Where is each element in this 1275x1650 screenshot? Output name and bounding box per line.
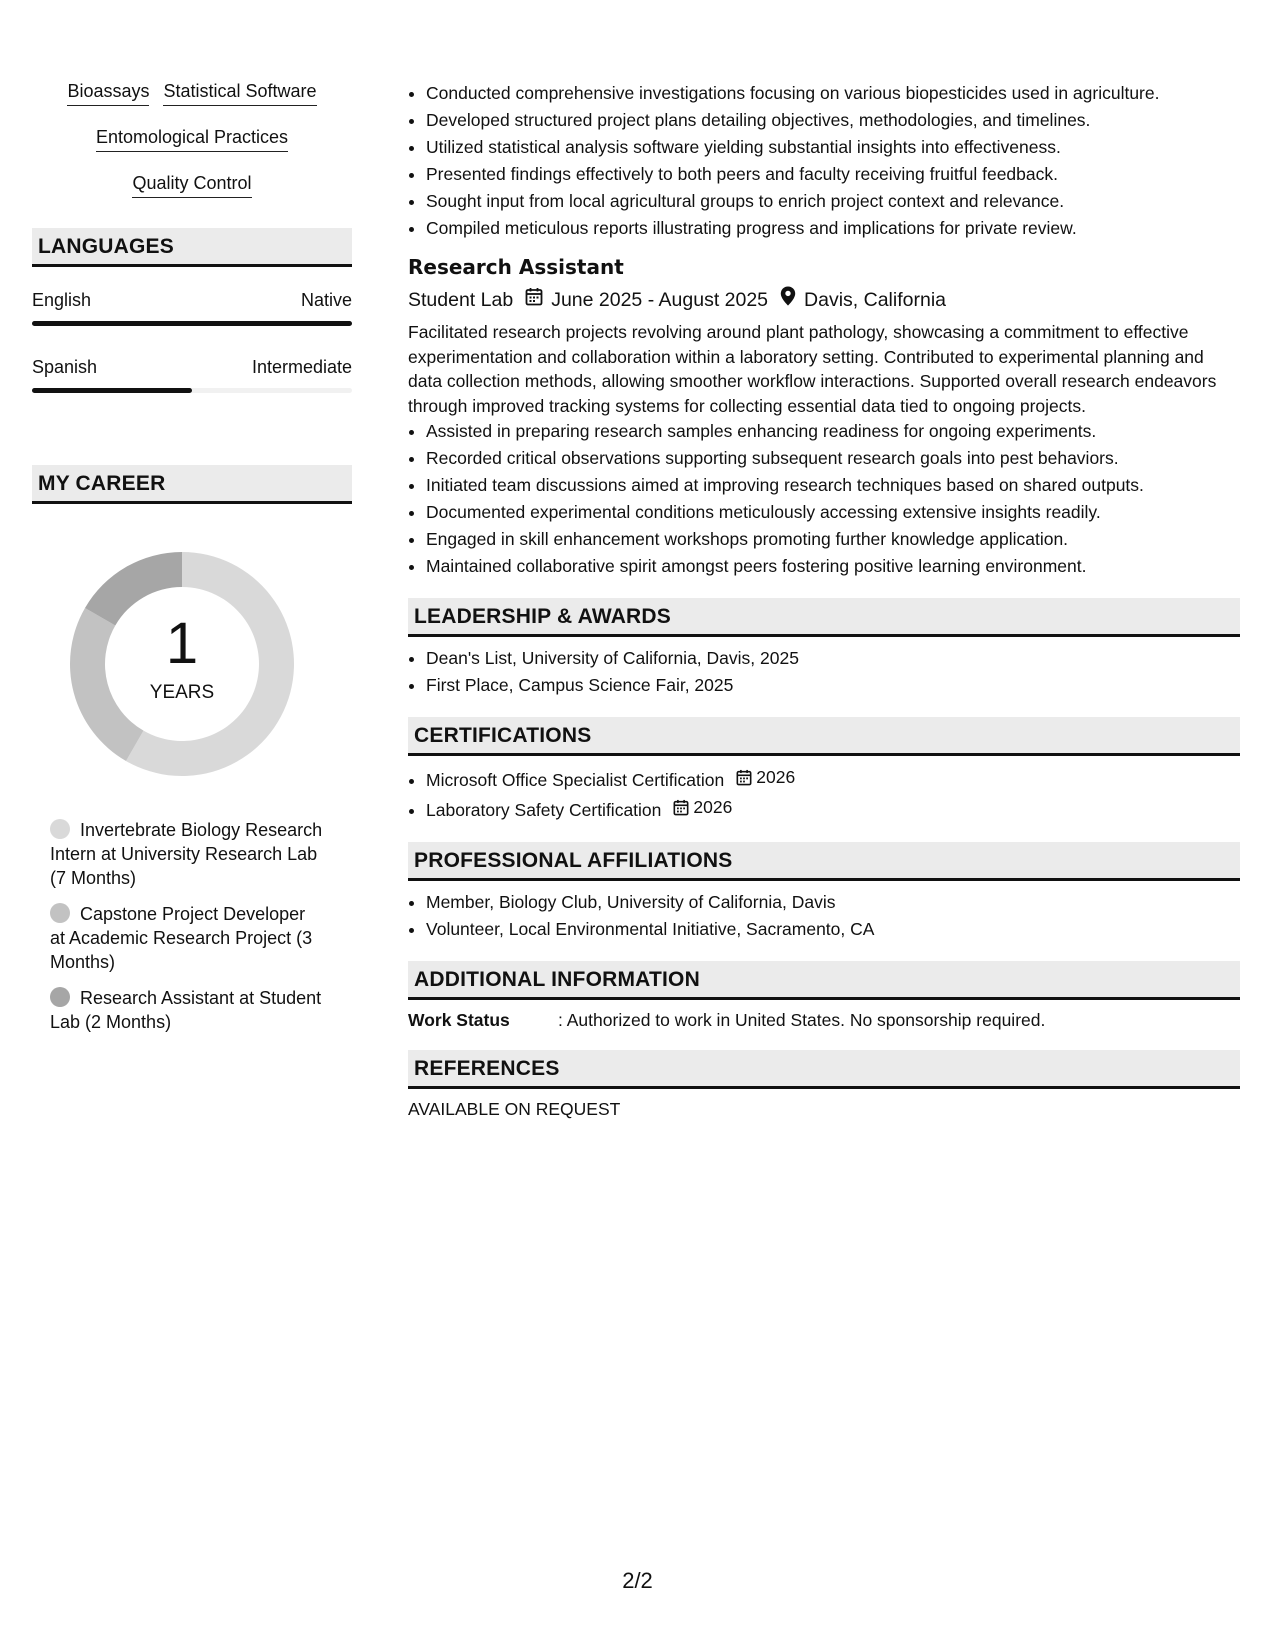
list-item: • Initiated team discussions aimed at improving research techniques based on shared outputs. — [426, 472, 1240, 499]
career-total-unit: YEARS — [149, 682, 215, 703]
skill-row — [32, 126, 352, 152]
job-location: Davis, California — [804, 288, 946, 311]
additional-info-section — [408, 961, 1240, 1032]
list-item: • Compiled meticulous reports illustrating progress and implications for private review. — [426, 215, 1240, 242]
certifications-heading: CERTIFICATIONS — [408, 717, 1240, 756]
list-item: • Volunteer, Local Environmental Initiative, Sacramento, CA — [426, 916, 1240, 943]
legend-label: Invertebrate Biology Research Intern at University Research Lab (7 Months) — [50, 820, 323, 888]
language-name: English — [32, 290, 92, 310]
list-item: • Assisted in preparing research samples enhancing readiness for ongoing experiments. — [426, 418, 1240, 445]
language-proficiency-bar — [32, 321, 352, 326]
list-item: • Recorded critical observations supporting subsequent research goals into pest behaviors. — [426, 445, 1240, 472]
list-item: • Sought input from local agricultural groups to enrich project context and relevance. — [426, 188, 1240, 215]
references-text: AVAILABLE ON REQUEST — [408, 1099, 621, 1119]
career-total-value: 1 — [165, 611, 199, 676]
list-item — [426, 764, 1240, 794]
cert-year: 2026 — [693, 797, 733, 817]
list-item: • Member, Biology Club, University of California, Davis — [426, 889, 1240, 916]
leadership-heading: LEADERSHIP & AWARDS — [408, 598, 1240, 637]
list-item: • Developed structured project plans detailing objectives, methodologies, and timelines. — [426, 107, 1240, 134]
references-heading: REFERENCES — [408, 1050, 1240, 1089]
skill-tag: Statistical Software — [163, 80, 316, 106]
calendar-icon — [525, 287, 543, 313]
right-column — [408, 80, 1240, 1120]
skill-tag: Bioassays — [67, 80, 149, 106]
language-proficiency-bar — [32, 388, 352, 393]
language-proficiency-fill — [32, 388, 192, 393]
language-name: Spanish — [32, 357, 98, 377]
affiliations-section — [408, 842, 1240, 943]
skill-row — [32, 172, 352, 198]
additional-info-heading: ADDITIONAL INFORMATION — [408, 961, 1240, 1000]
affiliations-heading: PROFESSIONAL AFFILIATIONS — [408, 842, 1240, 881]
legend-label: Capstone Project Developer at Academic Research Project (3 Months) — [50, 904, 313, 972]
page-number: 2/2 — [622, 1568, 653, 1593]
list-item — [426, 794, 1240, 824]
skills-list — [32, 80, 352, 198]
legend-dot — [50, 819, 70, 839]
certifications-section — [408, 717, 1240, 824]
job-meta — [408, 286, 1240, 313]
language-item — [32, 289, 352, 326]
list-item: • Dean's List, University of California, Davis, 2025 — [426, 645, 1240, 672]
list-item: • Presented findings effectively to both peers and faculty receiving fruitful feedback. — [426, 161, 1240, 188]
legend-dot — [50, 987, 70, 1007]
additional-info-key: Work Status — [408, 1010, 510, 1030]
job-description: Facilitated research projects revolving around plant pathology, showcasing a commitment to effective experimentation and collaboration within a laboratory setting. Contributed to experimental planning and data collection methods, allowing smoother workflow interactions. Supported overall research endeavors through improved tracking systems for collecting essential data tied to ongoing projects. — [408, 322, 1217, 416]
language-item — [32, 356, 352, 393]
additional-info-row — [408, 1008, 1240, 1032]
previous-job-bullets — [408, 80, 1240, 242]
list-item: • Maintained collaborative spirit amongst peers fostering positive learning environment. — [426, 553, 1240, 580]
left-column — [32, 80, 352, 1046]
cert-year: 2026 — [756, 767, 796, 787]
language-proficiency-fill — [32, 321, 352, 326]
cert-name: Laboratory Safety Certification — [426, 800, 662, 820]
legend-dot — [50, 903, 70, 923]
calendar-icon — [673, 799, 689, 816]
additional-info-value: : Authorized to work in United States. No sponsorship required. — [558, 1010, 1046, 1030]
legend-item — [50, 902, 325, 974]
job-title: Research Assistant — [408, 255, 624, 279]
job-bullets — [408, 418, 1240, 580]
leadership-section — [408, 598, 1240, 699]
career-legend — [50, 818, 325, 1034]
legend-item — [50, 818, 325, 890]
map-pin-icon — [780, 286, 796, 313]
list-item: • First Place, Campus Science Fair, 2025 — [426, 672, 1240, 699]
job-company: Student Lab — [408, 288, 514, 311]
list-item: • Engaged in skill enhancement workshops promoting further knowledge application. — [426, 526, 1240, 553]
job-dates: June 2025 - August 2025 — [551, 288, 769, 311]
language-level: Native — [300, 290, 352, 310]
career-section — [32, 465, 352, 1034]
references-section — [408, 1050, 1240, 1120]
languages-heading: LANGUAGES — [32, 228, 352, 267]
list-item: • Utilized statistical analysis software yielding substantial insights into effectiveness. — [426, 134, 1240, 161]
career-heading: MY CAREER — [32, 465, 352, 504]
list-item: • Documented experimental conditions meticulously accessing extensive insights readily. — [426, 499, 1240, 526]
calendar-icon — [736, 769, 752, 786]
list-item: • Conducted comprehensive investigations focusing on various biopesticides used in agriculture. — [426, 80, 1240, 107]
skill-row — [32, 80, 352, 106]
languages-section — [32, 228, 352, 393]
cert-name: Microsoft Office Specialist Certification — [426, 770, 725, 790]
skill-tag: Quality Control — [132, 172, 251, 198]
career-donut-chart — [62, 544, 302, 784]
skill-tag: Entomological Practices — [96, 126, 288, 152]
legend-label: Research Assistant at Student Lab (2 Months) — [50, 988, 322, 1032]
legend-item — [50, 986, 325, 1034]
language-level: Intermediate — [251, 357, 352, 377]
